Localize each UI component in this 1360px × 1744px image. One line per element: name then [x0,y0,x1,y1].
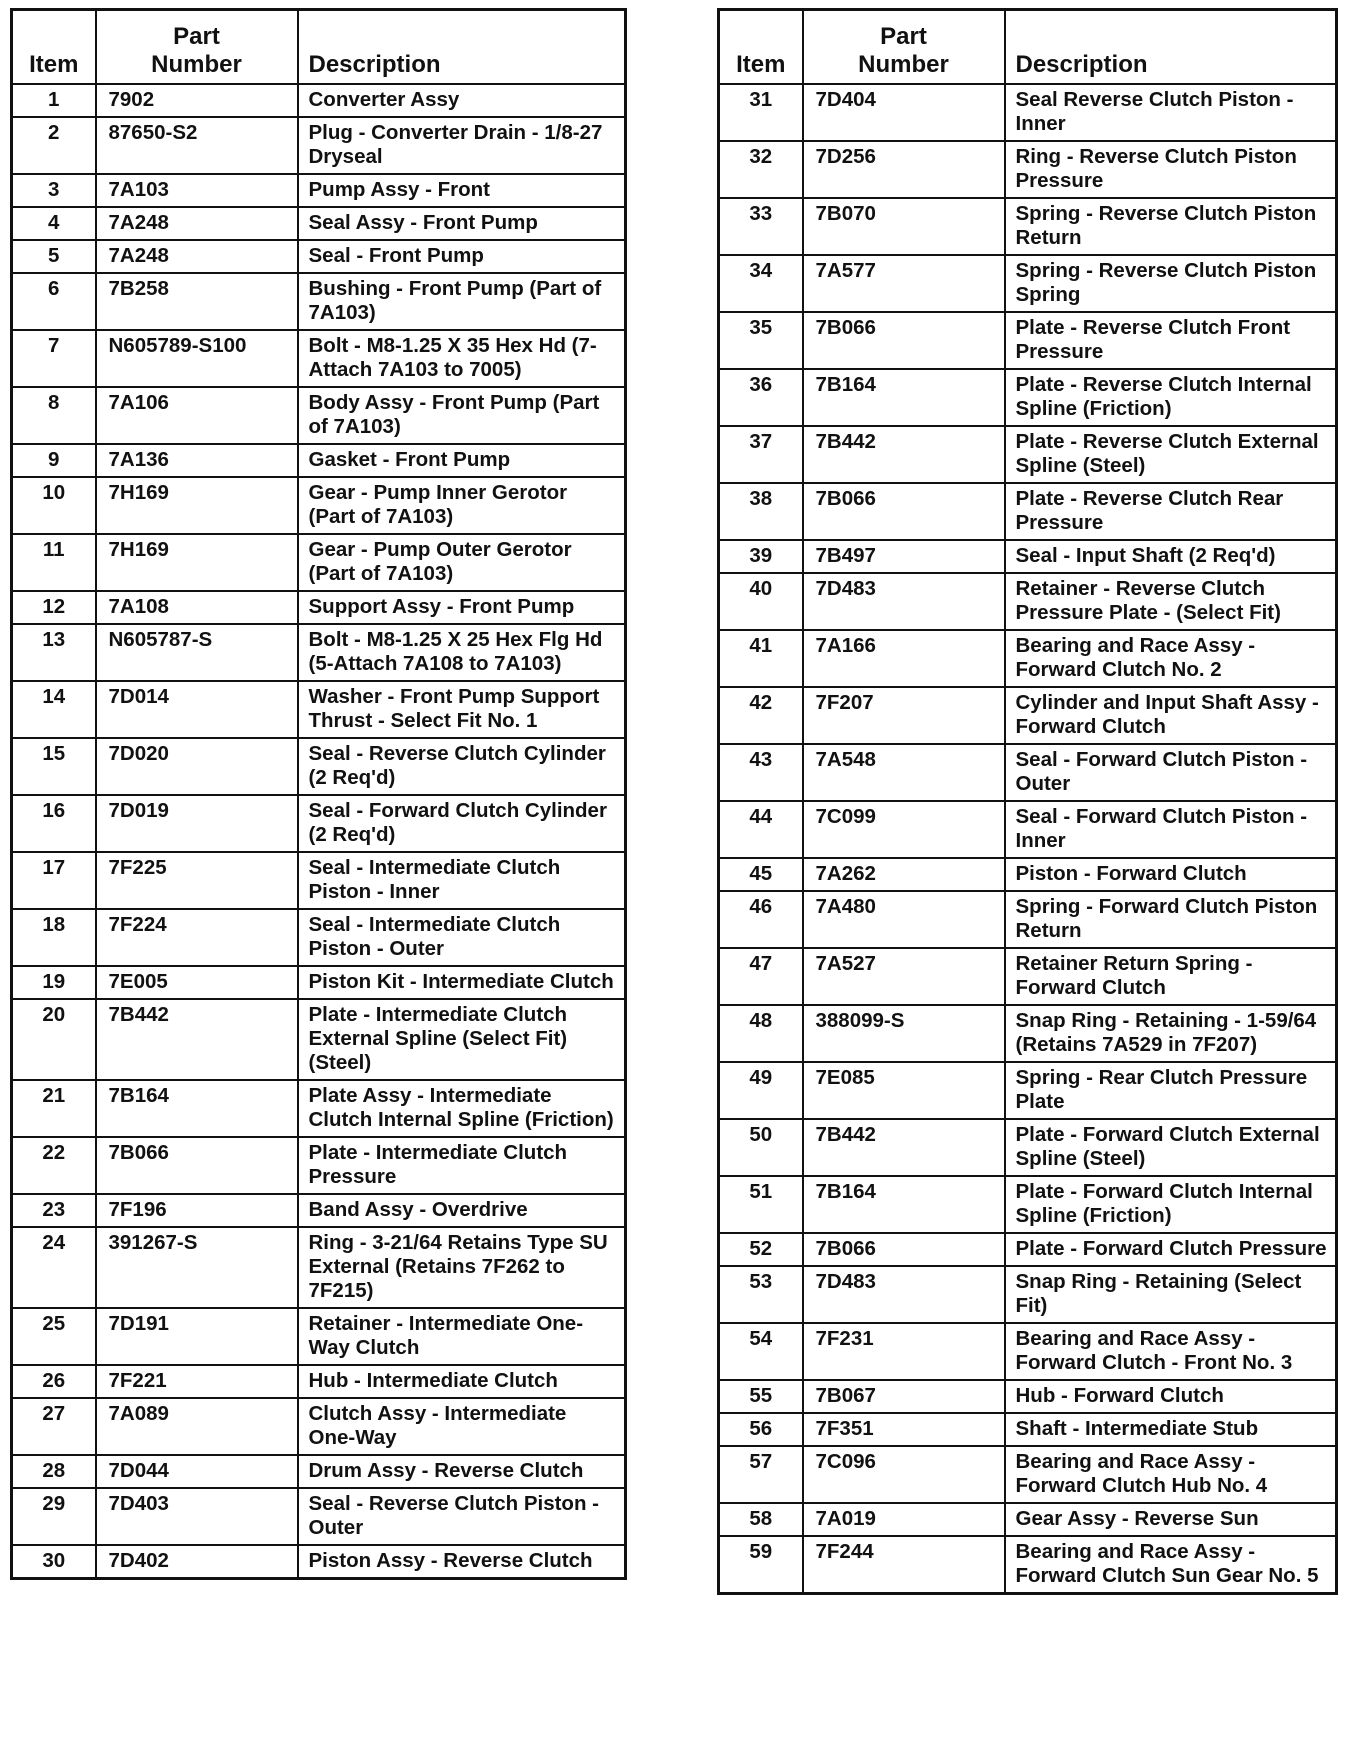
table-row [12,624,626,681]
table-row [719,1233,1337,1266]
item-cell: 44 [719,801,803,858]
table-row [12,1137,626,1194]
table-row [12,999,626,1080]
part-number-cell: 391267-S [96,1227,298,1308]
item-cell: 8 [12,387,96,444]
item-cell: 45 [719,858,803,891]
item-cell: 12 [12,591,96,624]
item-cell: 32 [719,141,803,198]
part-number-cell: 7F207 [803,687,1005,744]
part-number-cell: 7D020 [96,738,298,795]
part-number-cell: 7A480 [803,891,1005,948]
header-description: Description [298,10,626,85]
header-part-number-line2: Number [858,51,949,78]
description-cell: Gear - Pump Outer Gerotor (Part of 7A103) [298,534,626,591]
item-cell: 9 [12,444,96,477]
header-part-number [803,10,1005,85]
part-number-cell: 7D404 [803,84,1005,141]
table-row [12,966,626,999]
description-cell: Seal - Input Shaft (2 Req'd) [1005,540,1337,573]
table-row [719,1380,1337,1413]
description-cell: Clutch Assy - Intermediate One-Way [298,1398,626,1455]
description-cell: Snap Ring - Retaining (Select Fit) [1005,1266,1337,1323]
item-cell: 13 [12,624,96,681]
part-number-cell: 7C099 [803,801,1005,858]
part-number-cell: 7F221 [96,1365,298,1398]
part-number-cell: 7A089 [96,1398,298,1455]
item-cell: 51 [719,1176,803,1233]
item-cell: 20 [12,999,96,1080]
item-cell: 48 [719,1005,803,1062]
table-row [719,312,1337,369]
table-row [719,1413,1337,1446]
description-cell: Shaft - Intermediate Stub [1005,1413,1337,1446]
item-cell: 58 [719,1503,803,1536]
part-number-cell: 7A103 [96,174,298,207]
description-cell: Plate - Forward Clutch External Spline (Steel) [1005,1119,1337,1176]
table-row [719,1503,1337,1536]
description-cell: Plug - Converter Drain - 1/8-27 Dryseal [298,117,626,174]
item-cell: 16 [12,795,96,852]
description-cell: Retainer - Intermediate One-Way Clutch [298,1308,626,1365]
part-number-cell: 388099-S [803,1005,1005,1062]
table-row [12,1545,626,1579]
table-row [719,141,1337,198]
table-row [719,630,1337,687]
item-cell: 14 [12,681,96,738]
item-cell: 43 [719,744,803,801]
description-cell: Plate - Forward Clutch Internal Spline (Friction) [1005,1176,1337,1233]
part-number-cell: 7B442 [96,999,298,1080]
item-cell: 18 [12,909,96,966]
item-cell: 40 [719,573,803,630]
table-row [12,681,626,738]
part-number-cell: 7C096 [803,1446,1005,1503]
description-cell: Seal - Intermediate Clutch Piston - Outer [298,909,626,966]
item-cell: 54 [719,1323,803,1380]
parts-table-left [10,8,627,1580]
parts-table-left-body [12,84,626,1579]
part-number-cell: 7B164 [96,1080,298,1137]
item-cell: 57 [719,1446,803,1503]
part-number-cell: 7B258 [96,273,298,330]
description-cell: Seal - Reverse Clutch Cylinder (2 Req'd) [298,738,626,795]
item-cell: 1 [12,84,96,117]
part-number-cell: 7A262 [803,858,1005,891]
table-row [719,198,1337,255]
table-row [719,540,1337,573]
part-number-cell: 87650-S2 [96,117,298,174]
table-row [719,1119,1337,1176]
table-row [719,1176,1337,1233]
part-number-cell: 7E085 [803,1062,1005,1119]
table-row [719,801,1337,858]
item-cell: 30 [12,1545,96,1579]
table-row [719,426,1337,483]
part-number-cell: 7F196 [96,1194,298,1227]
parts-table-right-body [719,84,1337,1594]
description-cell: Plate - Reverse Clutch Internal Spline (Friction) [1005,369,1337,426]
item-cell: 19 [12,966,96,999]
item-cell: 25 [12,1308,96,1365]
part-number-cell: 7B066 [803,1233,1005,1266]
description-cell: Bearing and Race Assy - Forward Clutch - Front No. 3 [1005,1323,1337,1380]
part-number-cell: 7D014 [96,681,298,738]
description-cell: Bolt - M8-1.25 X 35 Hex Hd (7-Attach 7A103 to 7005) [298,330,626,387]
item-cell: 31 [719,84,803,141]
description-cell: Piston - Forward Clutch [1005,858,1337,891]
description-cell: Bearing and Race Assy - Forward Clutch Hub No. 4 [1005,1446,1337,1503]
part-number-cell: 7F244 [803,1536,1005,1594]
table-row [12,273,626,330]
item-cell: 22 [12,1137,96,1194]
part-number-cell: 7B497 [803,540,1005,573]
part-number-cell: 7B070 [803,198,1005,255]
description-cell: Cylinder and Input Shaft Assy - Forward Clutch [1005,687,1337,744]
description-cell: Seal - Reverse Clutch Piston - Outer [298,1488,626,1545]
table-row [719,573,1337,630]
part-number-cell: 7D044 [96,1455,298,1488]
part-number-cell: 7A166 [803,630,1005,687]
description-cell: Seal - Forward Clutch Piston - Outer [1005,744,1337,801]
description-cell: Hub - Forward Clutch [1005,1380,1337,1413]
table-row [12,240,626,273]
table-row [12,330,626,387]
description-cell: Converter Assy [298,84,626,117]
table-row [12,1488,626,1545]
table-row [719,891,1337,948]
description-cell: Plate - Intermediate Clutch Pressure [298,1137,626,1194]
item-cell: 41 [719,630,803,687]
part-number-cell: 7A548 [803,744,1005,801]
part-number-cell: 7A108 [96,591,298,624]
description-cell: Bushing - Front Pump (Part of 7A103) [298,273,626,330]
table-row [719,858,1337,891]
part-number-cell: 7D019 [96,795,298,852]
description-cell: Seal Assy - Front Pump [298,207,626,240]
table-row [719,1266,1337,1323]
part-number-cell: 7E005 [96,966,298,999]
item-cell: 39 [719,540,803,573]
description-cell: Ring - 3-21/64 Retains Type SU External (Retains 7F262 to 7F215) [298,1227,626,1308]
description-cell: Retainer Return Spring - Forward Clutch [1005,948,1337,1005]
item-cell: 23 [12,1194,96,1227]
part-number-cell: 7B442 [803,426,1005,483]
table-row [12,1365,626,1398]
description-cell: Piston Assy - Reverse Clutch [298,1545,626,1579]
table-row [719,1005,1337,1062]
table-row [12,1308,626,1365]
item-cell: 53 [719,1266,803,1323]
description-cell: Washer - Front Pump Support Thrust - Select Fit No. 1 [298,681,626,738]
description-cell: Body Assy - Front Pump (Part of 7A103) [298,387,626,444]
table-row [12,591,626,624]
item-cell: 29 [12,1488,96,1545]
table-row [719,1323,1337,1380]
description-cell: Gasket - Front Pump [298,444,626,477]
description-cell: Spring - Forward Clutch Piston Return [1005,891,1337,948]
part-number-cell: 7B442 [803,1119,1005,1176]
description-cell: Plate - Forward Clutch Pressure [1005,1233,1337,1266]
table-row [12,1455,626,1488]
table-row [12,477,626,534]
item-cell: 59 [719,1536,803,1594]
part-number-cell: 7D256 [803,141,1005,198]
part-number-cell: 7A106 [96,387,298,444]
table-row [12,852,626,909]
part-number-cell: 7A019 [803,1503,1005,1536]
table-row [719,1536,1337,1594]
table-row [719,84,1337,141]
description-cell: Pump Assy - Front [298,174,626,207]
item-cell: 10 [12,477,96,534]
item-cell: 50 [719,1119,803,1176]
table-row [719,1446,1337,1503]
part-number-cell: 7A577 [803,255,1005,312]
header-part-number-line2: Number [151,51,242,78]
part-number-cell: 7H169 [96,477,298,534]
table-row [719,255,1337,312]
table-row [719,483,1337,540]
part-number-cell: 7902 [96,84,298,117]
table-row [12,207,626,240]
part-number-cell: 7A248 [96,207,298,240]
item-cell: 34 [719,255,803,312]
table-row [12,444,626,477]
description-cell: Plate - Intermediate Clutch External Spline (Select Fit) (Steel) [298,999,626,1080]
table-row [12,738,626,795]
description-cell: Seal - Front Pump [298,240,626,273]
item-cell: 49 [719,1062,803,1119]
description-cell: Spring - Reverse Clutch Piston Spring [1005,255,1337,312]
table-row [12,909,626,966]
header-item: Item [12,10,96,85]
description-cell: Seal Reverse Clutch Piston - Inner [1005,84,1337,141]
table-row [12,1194,626,1227]
description-cell: Seal - Forward Clutch Cylinder (2 Req'd) [298,795,626,852]
description-cell: Hub - Intermediate Clutch [298,1365,626,1398]
part-number-cell: 7D402 [96,1545,298,1579]
description-cell: Bearing and Race Assy - Forward Clutch Sun Gear No. 5 [1005,1536,1337,1594]
item-cell: 26 [12,1365,96,1398]
part-number-cell: N605787-S [96,624,298,681]
header-item: Item [719,10,803,85]
item-cell: 37 [719,426,803,483]
description-cell: Retainer - Reverse Clutch Pressure Plate - (Select Fit) [1005,573,1337,630]
table-header-row [12,10,626,85]
description-cell: Bearing and Race Assy - Forward Clutch No. 2 [1005,630,1337,687]
description-cell: Seal - Intermediate Clutch Piston - Inner [298,852,626,909]
item-cell: 15 [12,738,96,795]
table-row [719,687,1337,744]
table-row [719,948,1337,1005]
part-number-cell: 7D483 [803,573,1005,630]
item-cell: 46 [719,891,803,948]
item-cell: 33 [719,198,803,255]
part-number-cell: 7B066 [803,483,1005,540]
part-number-cell: 7D403 [96,1488,298,1545]
header-part-number-line1: Part [173,23,220,50]
part-number-cell: 7B067 [803,1380,1005,1413]
part-number-cell: 7H169 [96,534,298,591]
table-row [12,117,626,174]
item-cell: 7 [12,330,96,387]
description-cell: Spring - Rear Clutch Pressure Plate [1005,1062,1337,1119]
description-cell: Plate Assy - Intermediate Clutch Internal Spline (Friction) [298,1080,626,1137]
table-row [719,369,1337,426]
item-cell: 28 [12,1455,96,1488]
table-row [12,174,626,207]
part-number-cell: 7F225 [96,852,298,909]
description-cell: Seal - Forward Clutch Piston - Inner [1005,801,1337,858]
parts-table-right [717,8,1338,1595]
part-number-cell: 7D191 [96,1308,298,1365]
header-description: Description [1005,10,1337,85]
item-cell: 38 [719,483,803,540]
header-part-number-line1: Part [880,23,927,50]
item-cell: 3 [12,174,96,207]
part-number-cell: 7F351 [803,1413,1005,1446]
item-cell: 27 [12,1398,96,1455]
part-number-cell: 7A248 [96,240,298,273]
item-cell: 35 [719,312,803,369]
description-cell: Band Assy - Overdrive [298,1194,626,1227]
part-number-cell: N605789-S100 [96,330,298,387]
part-number-cell: 7A527 [803,948,1005,1005]
description-cell: Plate - Reverse Clutch Front Pressure [1005,312,1337,369]
part-number-cell: 7F224 [96,909,298,966]
table-row [12,534,626,591]
table-row [12,795,626,852]
part-number-cell: 7B066 [803,312,1005,369]
part-number-cell: 7F231 [803,1323,1005,1380]
item-cell: 5 [12,240,96,273]
table-row [719,1062,1337,1119]
item-cell: 56 [719,1413,803,1446]
part-number-cell: 7B164 [803,369,1005,426]
table-header-row [719,10,1337,85]
description-cell: Plate - Reverse Clutch Rear Pressure [1005,483,1337,540]
item-cell: 52 [719,1233,803,1266]
item-cell: 47 [719,948,803,1005]
description-cell: Snap Ring - Retaining - 1-59/64 (Retains 7A529 in 7F207) [1005,1005,1337,1062]
item-cell: 6 [12,273,96,330]
description-cell: Gear Assy - Reverse Sun [1005,1503,1337,1536]
description-cell: Ring - Reverse Clutch Piston Pressure [1005,141,1337,198]
header-part-number [96,10,298,85]
description-cell: Gear - Pump Inner Gerotor (Part of 7A103) [298,477,626,534]
item-cell: 2 [12,117,96,174]
item-cell: 4 [12,207,96,240]
part-number-cell: 7B164 [803,1176,1005,1233]
item-cell: 17 [12,852,96,909]
item-cell: 24 [12,1227,96,1308]
part-number-cell: 7D483 [803,1266,1005,1323]
table-row [12,387,626,444]
part-number-cell: 7A136 [96,444,298,477]
description-cell: Support Assy - Front Pump [298,591,626,624]
table-row [719,744,1337,801]
description-cell: Drum Assy - Reverse Clutch [298,1455,626,1488]
table-row [12,84,626,117]
item-cell: 42 [719,687,803,744]
item-cell: 21 [12,1080,96,1137]
item-cell: 36 [719,369,803,426]
item-cell: 11 [12,534,96,591]
table-row [12,1227,626,1308]
item-cell: 55 [719,1380,803,1413]
part-number-cell: 7B066 [96,1137,298,1194]
table-row [12,1080,626,1137]
table-row [12,1398,626,1455]
description-cell: Bolt - M8-1.25 X 25 Hex Flg Hd (5-Attach 7A108 to 7A103) [298,624,626,681]
description-cell: Piston Kit - Intermediate Clutch [298,966,626,999]
description-cell: Plate - Reverse Clutch External Spline (Steel) [1005,426,1337,483]
description-cell: Spring - Reverse Clutch Piston Return [1005,198,1337,255]
